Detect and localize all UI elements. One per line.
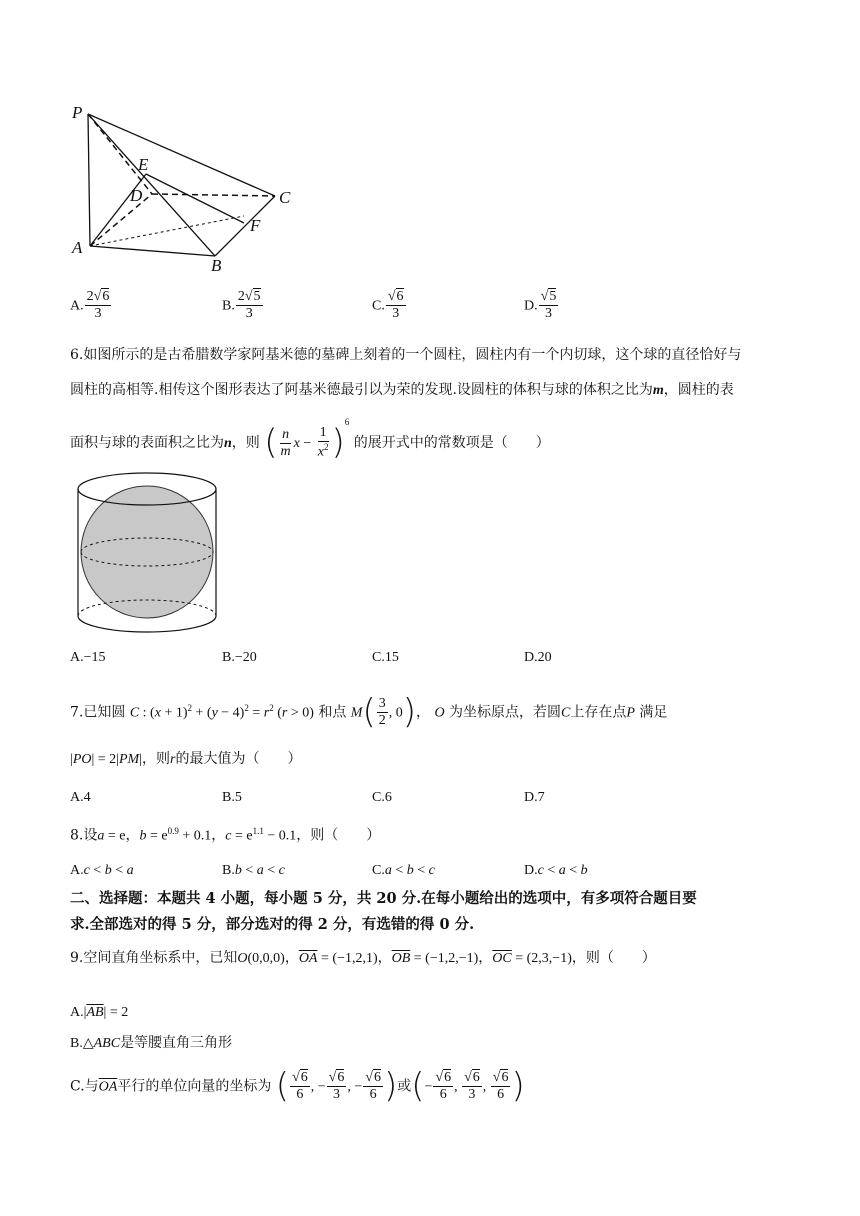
section2-line2: 求.全部选对的得 5 分，部分选对的得 2 分，有选错的得 0 分. [70,916,475,933]
label-D: D [130,186,143,205]
q5-option-b: B. $\frac{2√5}{3}$ [222,289,261,321]
q7-option-c: C.6 [372,790,392,805]
q6-option-b: B.−20 [222,650,257,665]
q7-option-a: A.4 [70,790,91,805]
q9-option-a: $A.|\overline{AB}| = 2$ [70,1005,129,1020]
label-C: C [279,188,291,207]
cylinder-sphere-figure [74,466,224,638]
q9-stem: 9.空间直角坐标系中，已知O(0,0,0)，$\overline{OA} = (-1,2,1)$，$\overline{OB} = (-1,2,-1)$，$\overline{OC} = (2,3,-1)$，则（ ） [70,950,656,966]
q6-option-a: A.−15 [70,650,106,665]
label-F: F [250,216,261,235]
q8-option-c: C.a < b < c [372,863,435,878]
q9-option-c: C.与$\overline{OA}$平行的单位向量的坐标为 ( $\frac{√6}{6}$ , − $\frac{√6}{3}$ , − $\frac{√6}{6}$ )或(− $\frac{√6}{6}$ , $\frac{√6}{3}$ , $\frac{√6}{6}$ ) [70,1066,525,1106]
q5-option-c: C. $\frac{√6}{3}$ [372,289,404,321]
q5-option-d: D. $\frac{√5}{3}$ [524,289,557,321]
q7-line2: |PO| = 2|PM|，则r的最大值为（ ） [70,751,302,767]
label-E: E [138,155,149,174]
q8-stem: 8.设a = e，$b = e^{0.9} + 0.1$，$c = e^{1.1} - 0.1$，则（ ） [70,826,381,844]
q8-option-b: B.b < a < c [222,863,285,878]
label-P: P [72,103,83,122]
section2-line1: 二、选择题：本题共 4 小题，每小题 5 分，共 20 分.在每小题给出的选项中，有多项符合题目要 [70,890,697,907]
q7-option-d: D.7 [524,790,545,805]
q6-line1: 6.如图所示的是古希腊数学家阿基米德的墓碑上刻着的一个圆柱，圆柱内有一个内切球，这个球的直径恰好与 [70,347,742,363]
q8-option-a: A.c < b < a [70,863,134,878]
q7-option-b: B.5 [222,790,242,805]
q8-option-d: D.c < a < b [524,863,588,878]
q6-option-d: D.20 [524,650,552,665]
label-B: B [211,256,222,273]
q7-line1: 7.已知圆 C : $(x + 1)^2 + (y - 4)^2 = r^2$ (r > 0) 和点 M( $\frac{3}{2}$ , 0)， O 为坐标原点，若圆C上存在点P 满足 [70,692,668,732]
pyramid-figure [60,98,320,273]
q6-line2: 圆柱的高相等.相传这个图形表达了阿基米德最引以为荣的发现.设圆柱的体积与球的体积之比为m，圆柱的表 [70,382,734,398]
q9-option-b: B.△ABC是等腰直角三角形 [70,1035,233,1051]
q6-line3: 面积与球的表面积之比为n，则 ( $\frac{n}{m}$ x − $\frac{1}{x^2}$ )$^6$ 的展开式中的常数项是（ ） [70,417,550,463]
q5-option-a: A. $\frac{2√6}{3}$ [70,289,110,321]
label-A: A [72,238,83,257]
q6-option-c: C.15 [372,650,399,665]
